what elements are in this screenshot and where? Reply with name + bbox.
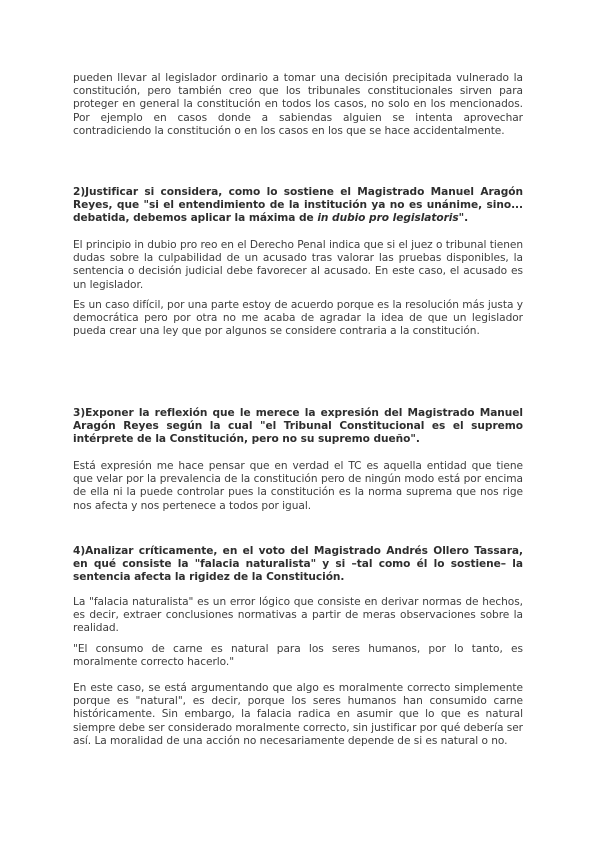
question-2-emphasis: in dubio pro legislatoris	[317, 212, 459, 225]
answer-3-paragraph: Está expresión me hace pensar que en verdad el TC es aquella entidad que tiene que velar por la prevalencia de la constitución pero de ningún modo está por encima de ella ni la puede controlar pues la constitución es la norma suprema que nos rige nos afecta y nos pertenece a todos por igual.	[73, 460, 523, 512]
question-2-heading	[73, 186, 523, 226]
answer-2-paragraph-1: El principio in dubio pro reo en el Derecho Penal indica que si el juez o tribunal tienen dudas sobre la culpabilidad de un acusado tras valorar las pruebas disponibles, la sentencia o decisión judicial debe favorecer al acusado. En este caso, el acusado es un legislador.	[73, 239, 523, 291]
answer-2-paragraph-2: Es un caso difícil, por una parte estoy de acuerdo porque es la resolución más justa y democrática pero por otra no me acaba de agradar la idea de que un legislador pueda crear una ley que por algunos se considere contraria a la constitución.	[73, 299, 523, 338]
question-3-heading: 3)Exponer la reflexión que le merece la expresión del Magistrado Manuel Aragón Reyes según la cual "el Tribunal Constitucional es el supremo intérprete de la Constitución, pero no su supremo dueño".	[73, 407, 523, 446]
question-2-text: 2)Justificar si considera, como lo sostiene el Magistrado Manuel Aragón Reyes, que "si el entendimiento de la institución ya no es unánime, sino... debatida, debemos aplicar la máxima de	[73, 186, 523, 225]
answer-4-paragraph-3: En este caso, se está argumentando que algo es moralmente correcto simplemente porque es "natural", es decir, porque los seres humanos han consumido carne históricamente. Sin embargo, la falacia radica en asumir que lo que es natural siempre debe ser considerado moralmente correcto, sin justificar por qué debería ser así. La moralidad de una acción no necesariamente depende de si es natural o no.	[73, 682, 523, 747]
answer-4-paragraph-1: La "falacia naturalista" es un error lógico que consiste en derivar normas de hechos, es decir, extraer conclusiones normativas a partir de meras observaciones sobre la realidad.	[73, 596, 523, 635]
question-4-heading: 4)Analizar críticamente, en el voto del Magistrado Andrés Ollero Tassara, en qué consiste la "falacia naturalista" y si –tal como él lo sostiene– la sentencia afecta la rigidez de la Constitución.	[73, 545, 523, 584]
answer-4-paragraph-2: "El consumo de carne es natural para los seres humanos, por lo tanto, es moralmente correcto hacerlo."	[73, 643, 523, 669]
intro-paragraph: pueden llevar al legislador ordinario a tomar una decisión precipitada vulnerado la constitución, pero también creo que los tribunales constitucionales sirven para proteger en general la constitución en todos los casos, no solo en los mencionados. Por ejemplo en casos donde a sabiendas alguien se intenta aprovechar contradiciendo la constitución o en los casos en los que se hace accidentalmente.	[73, 72, 523, 137]
question-2-text-end: ".	[458, 212, 469, 225]
